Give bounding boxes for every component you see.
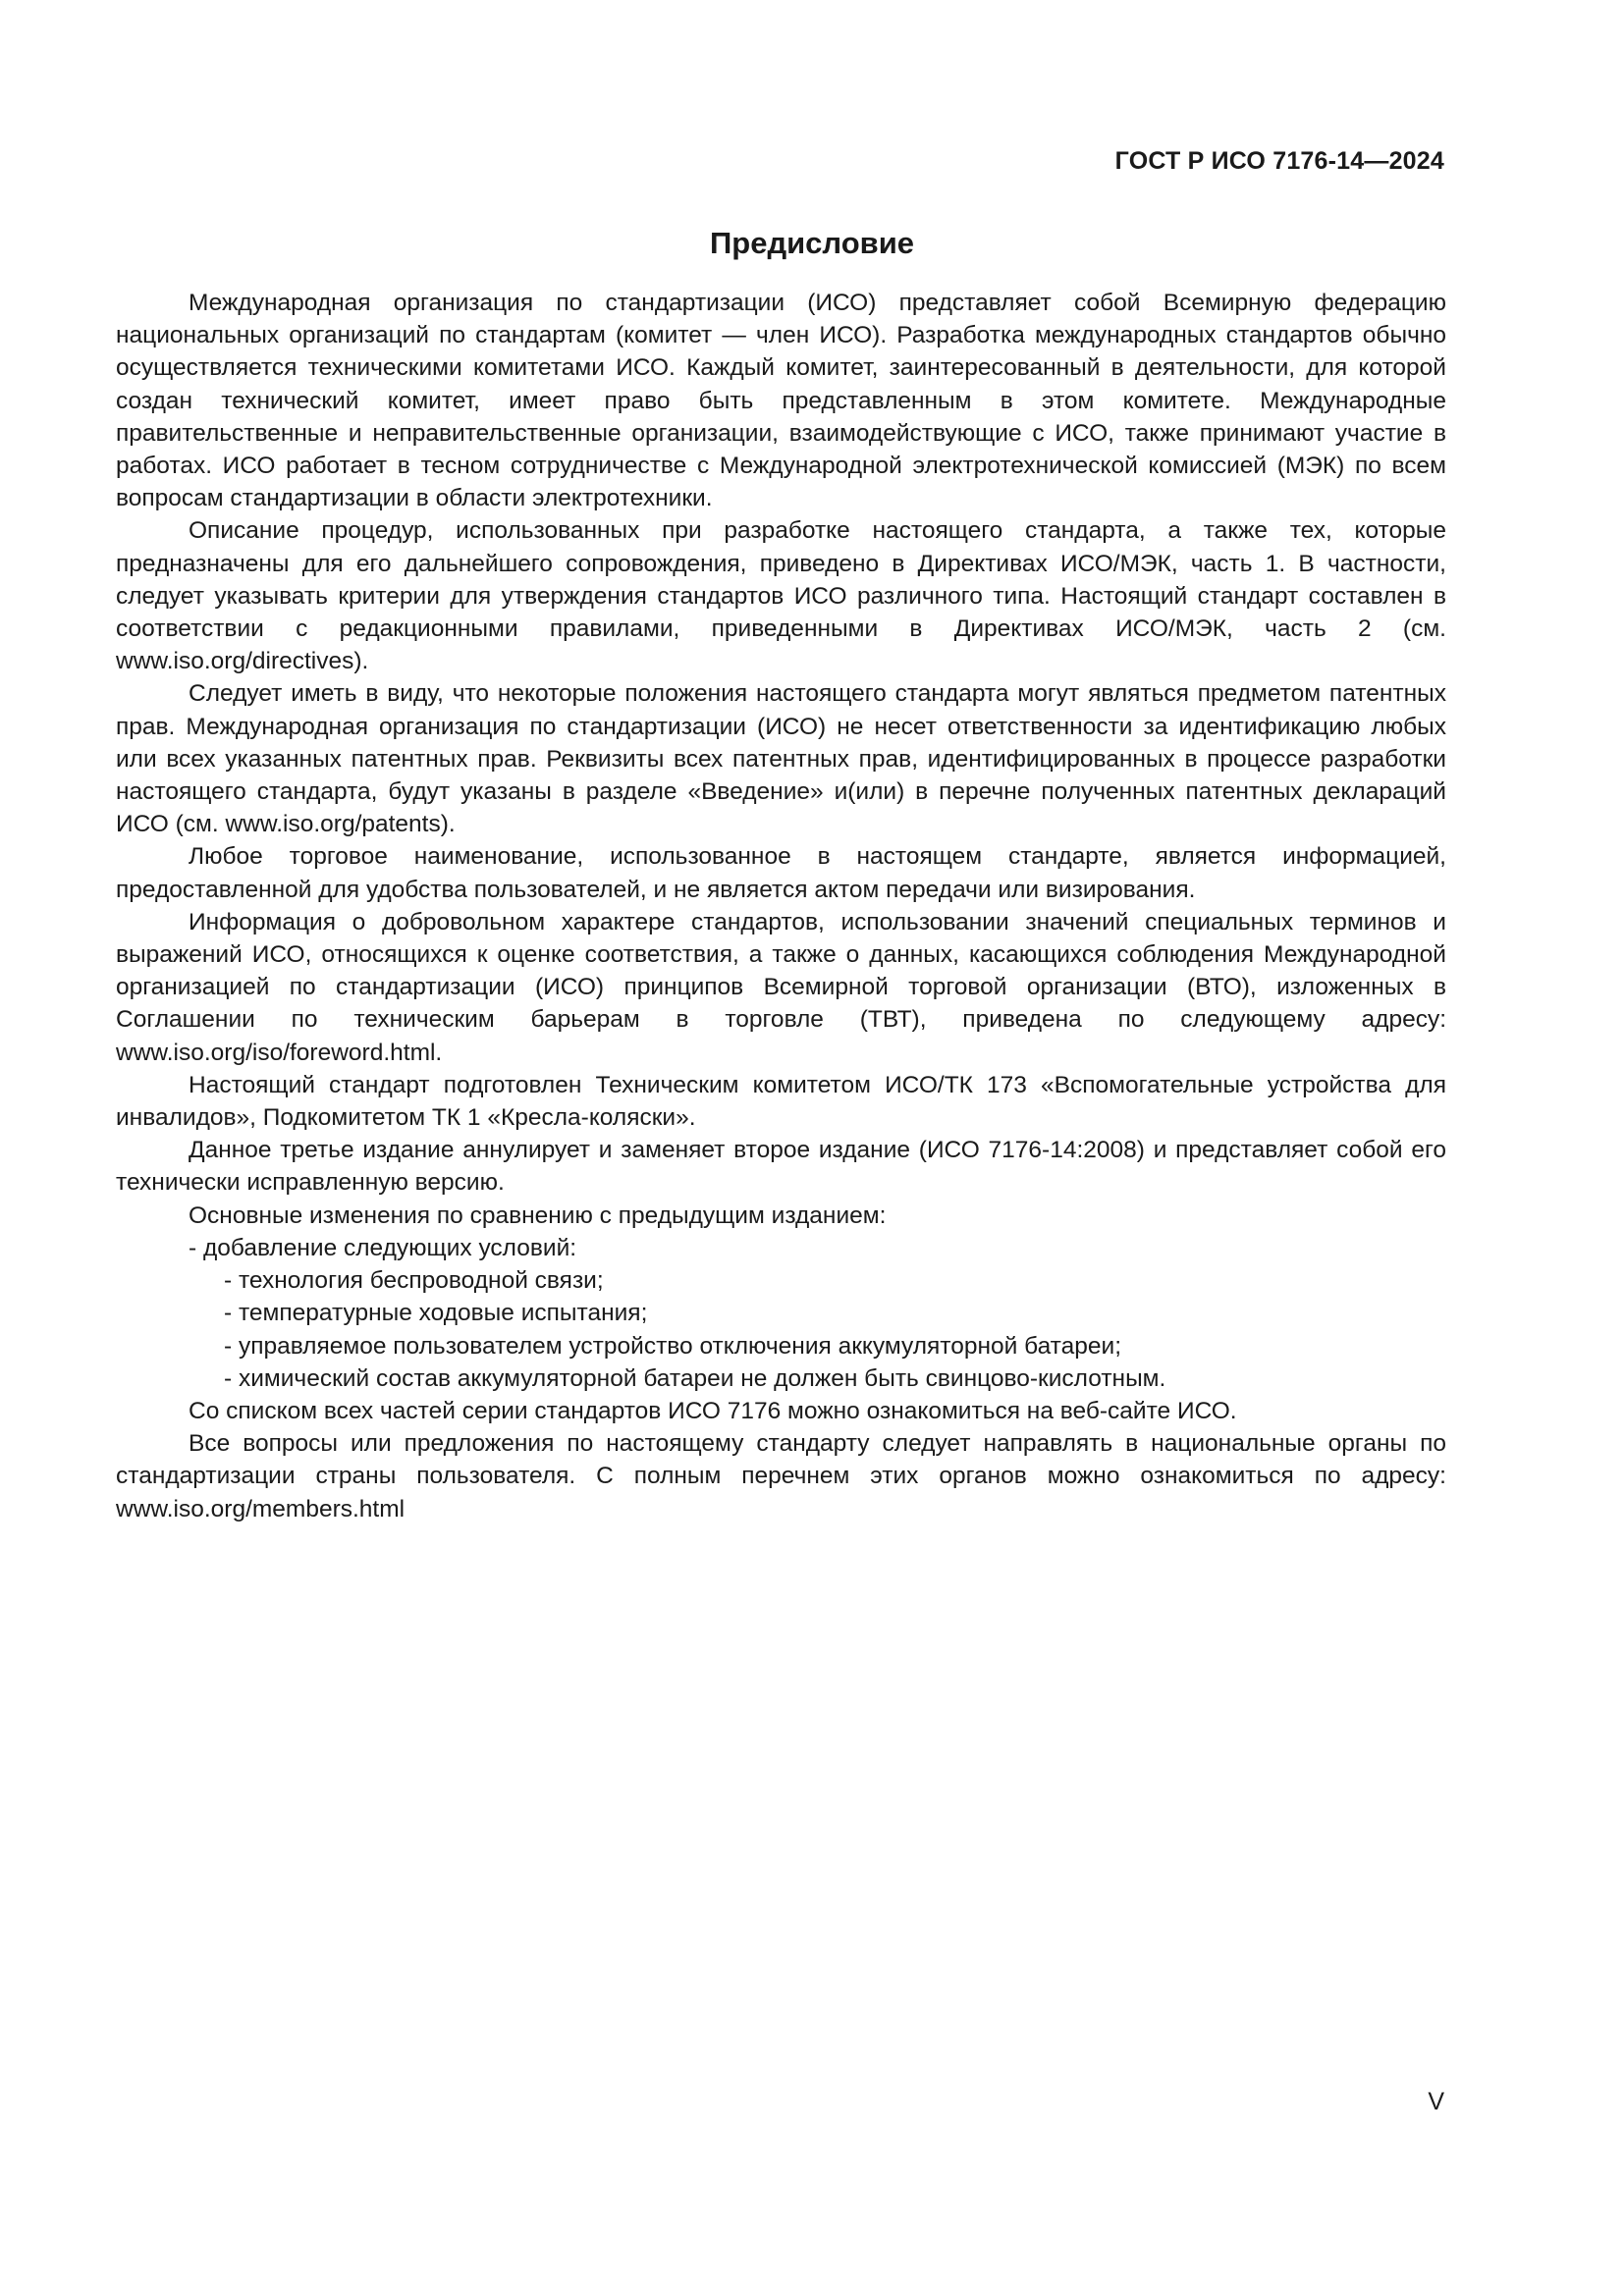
paragraph-trade-names: Любое торговое наименование, использованное в настоящем стандарте, является информацией, предоставленной для удобства пользователей, и не является актом передачи или визирования.	[116, 843, 1446, 903]
foreword-body	[116, 287, 1446, 1525]
changes-sub-item-temperature: - температурные ходовые испытания;	[224, 1300, 648, 1327]
paragraph-voluntary-nature: Информация о добровольном характере стандартов, использовании значений специальных терминов и выражений ИСО, относящихся к оценке соответствия, а также о данных, касающихся соблюдения Международной организацией по стандартизации (ИСО) принципов Всемирной торговой организации (ВТО), изложенных в Соглашении по техническим барьерам в торговле (ТВТ), приведена по следующему адресу: www.iso.org/iso/foreword.html.	[116, 908, 1446, 1066]
paragraph-series-list: Со списком всех частей серии стандартов ИСО 7176 можно ознакомиться на веб-сайте ИСО.	[189, 1397, 1237, 1424]
paragraph-edition-info: Данное третье издание аннулирует и заменяет второе издание (ИСО 7176-14:2008) и представляет собой его технически исправленную версию.	[116, 1137, 1446, 1197]
paragraph-contact-info: Все вопросы или предложения по настоящему стандарту следует направлять в национальные органы по стандартизации страны пользователя. С полным перечнем этих органов можно ознакомиться по адресу: www.iso.org/members.html	[116, 1430, 1446, 1522]
paragraph-technical-committee: Настоящий стандарт подготовлен Техническим комитетом ИСО/ТК 173 «Вспомогательные устройства для инвалидов», Подкомитетом ТК 1 «Кресла-коляски».	[116, 1071, 1446, 1132]
changes-sub-item-battery-disconnect: - управляемое пользователем устройство отключения аккумуляторной батареи;	[224, 1332, 1122, 1360]
document-id-header: ГОСТ Р ИСО 7176-14—2024	[1114, 147, 1444, 175]
page-title: Предисловие	[709, 226, 914, 260]
page-number: V	[1428, 2088, 1444, 2115]
paragraph-iso-organization: Международная организация по стандартизации (ИСО) представляет собой Всемирную федерацию национальных организаций по стандартам (комитет — член ИСО). Разработка международных стандартов обычно осуществляется техническими комитетами ИСО. Каждый комитет, заинтересованный в деятельности, для которой создан технический комитет, имеет право быть представленным в этом комитете. Международные правительственные и неправительственные организации, взаимодействующие с ИСО, также принимают участие в работах. ИСО работает в тесном сотрудничестве с Международной электротехнической комиссией (МЭК) по всем вопросам стандартизации в области электротехники.	[116, 290, 1446, 512]
changes-intro: Основные изменения по сравнению с предыдущим изданием:	[189, 1201, 887, 1229]
paragraph-patent-rights: Следует иметь в виду, что некоторые положения настоящего стандарта могут являться предметом патентных прав. Международная организация по стандартизации (ИСО) не несет ответственности за идентификацию любых или всех указанных патентных прав. Реквизиты всех патентных прав, идентифицированных в процессе разработки настоящего стандарта, будут указаны в разделе «Введение» и(или) в перечне полученных патентных деклараций ИСО (см. www.iso.org/patents).	[116, 680, 1446, 838]
changes-list-item: - добавление следующих условий:	[189, 1234, 577, 1261]
paragraph-procedures: Описание процедур, использованных при разработке настоящего стандарта, а также тех, которые предназначены для его дальнейшего сопровождения, приведено в Директивах ИСО/МЭК, часть 1. В частности, следует указывать критерии для утверждения стандартов ИСО различного типа. Настоящий стандарт составлен в соответствии с редакционными правилами, приведенными в Директивах ИСО/МЭК, часть 2 (см. www.iso.org/directives).	[116, 517, 1446, 675]
changes-sub-item-battery-chemistry: - химический состав аккумуляторной батареи не должен быть свинцово-кислотным.	[224, 1364, 1166, 1392]
changes-sub-item-wireless: - технология беспроводной связи;	[224, 1267, 604, 1295]
